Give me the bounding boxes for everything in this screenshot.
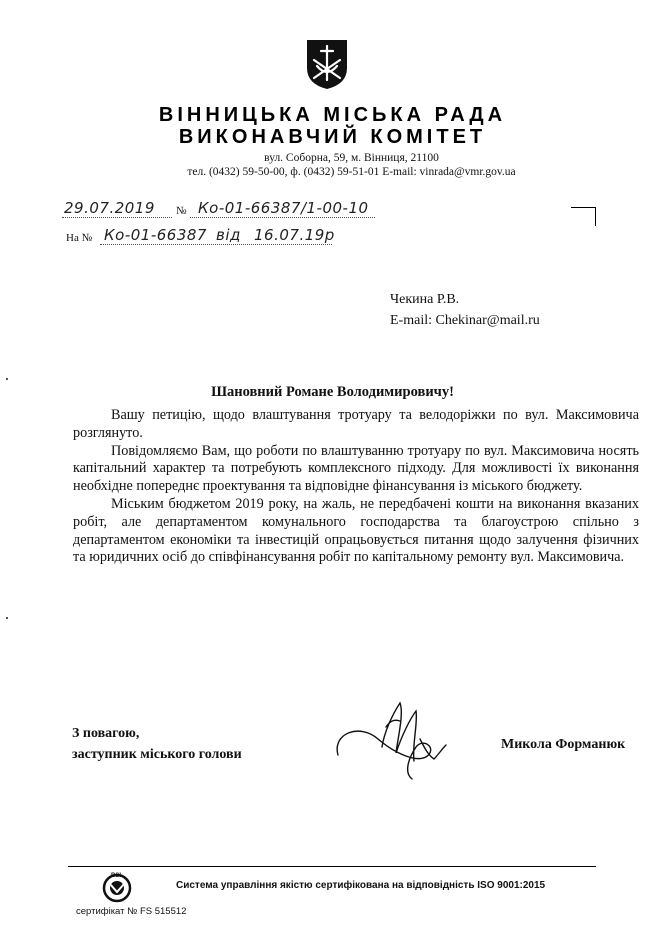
signature-left bbox=[72, 723, 242, 765]
bsi-certification-logo-icon bbox=[100, 870, 134, 904]
reply-number-label: На № bbox=[66, 232, 93, 244]
reply-number: Ко-01-66387 bbox=[104, 226, 207, 244]
recipient-email: E-mail: Chekinar@mail.ru bbox=[390, 313, 540, 328]
bsi-logo-text: BSI bbox=[111, 873, 122, 879]
scan-mark bbox=[6, 378, 8, 380]
recipient-name: Чекина Р.В. bbox=[390, 292, 460, 307]
signer-position: заступник міського голови bbox=[72, 747, 242, 762]
outgoing-number: Ко-01-66387/1-00-10 bbox=[198, 199, 369, 217]
address-window-corner bbox=[571, 207, 596, 226]
handwritten-signature bbox=[330, 693, 450, 783]
org-name: ВІННИЦЬКА МІСЬКА РАДА bbox=[158, 104, 507, 126]
reply-from-label: від bbox=[216, 226, 241, 244]
scan-mark bbox=[6, 617, 8, 619]
outgoing-date: 29.07.2019 bbox=[64, 199, 155, 217]
paragraph: Повідомляємо Вам, що роботи по влаштуванню тротуару по вул. Максимовича носять капітальний характер та потребують комплексного підходу. Для можливості їх виконання необхідне попереднє проектування та відповідне фінансування із міського бюджету. bbox=[73, 442, 639, 495]
org-contacts: тел. (0432) 59-50-00, ф. (0432) 59-51-01 E-mail: vinrada@vmr.gov.ua bbox=[187, 166, 516, 178]
org-subname: ВИКОНАВЧИЙ КОМІТЕТ bbox=[178, 126, 487, 148]
reply-date: 16.07.19р bbox=[254, 226, 335, 244]
paragraph: Вашу петицію, щодо влаштування тротуару та велодоріжки по вул. Максимовича розглянуто. bbox=[73, 407, 639, 441]
letter-body bbox=[73, 407, 639, 567]
coat-of-arms-icon bbox=[305, 38, 349, 90]
salutation: Шановний Романе Володимировичу! bbox=[211, 384, 454, 400]
certificate-number: сертифікат № FS 515512 bbox=[76, 906, 187, 917]
footer-divider bbox=[68, 866, 596, 867]
outgoing-number-label: № bbox=[176, 205, 187, 217]
org-address: вул. Соборна, 59, м. Вінниця, 21100 bbox=[264, 152, 439, 164]
paragraph: Міським бюджетом 2019 року, на жаль, не передбачені кошти на виконання вказаних робіт, але департаментом комунального господарства та благоустрою спільно з департаментом економіки та інвестицій опрацьовується питання щодо залучення фізичних та юридичних осіб до співфінансування робіт по капітальному ремонту вул. Максимовича. bbox=[73, 495, 639, 566]
closing: З повагою, bbox=[72, 726, 140, 741]
signer-name: Микола Форманюк bbox=[501, 737, 626, 752]
certification-note: Система управління якістю сертифікована на відповідність ISO 9001:2015 bbox=[176, 880, 546, 891]
